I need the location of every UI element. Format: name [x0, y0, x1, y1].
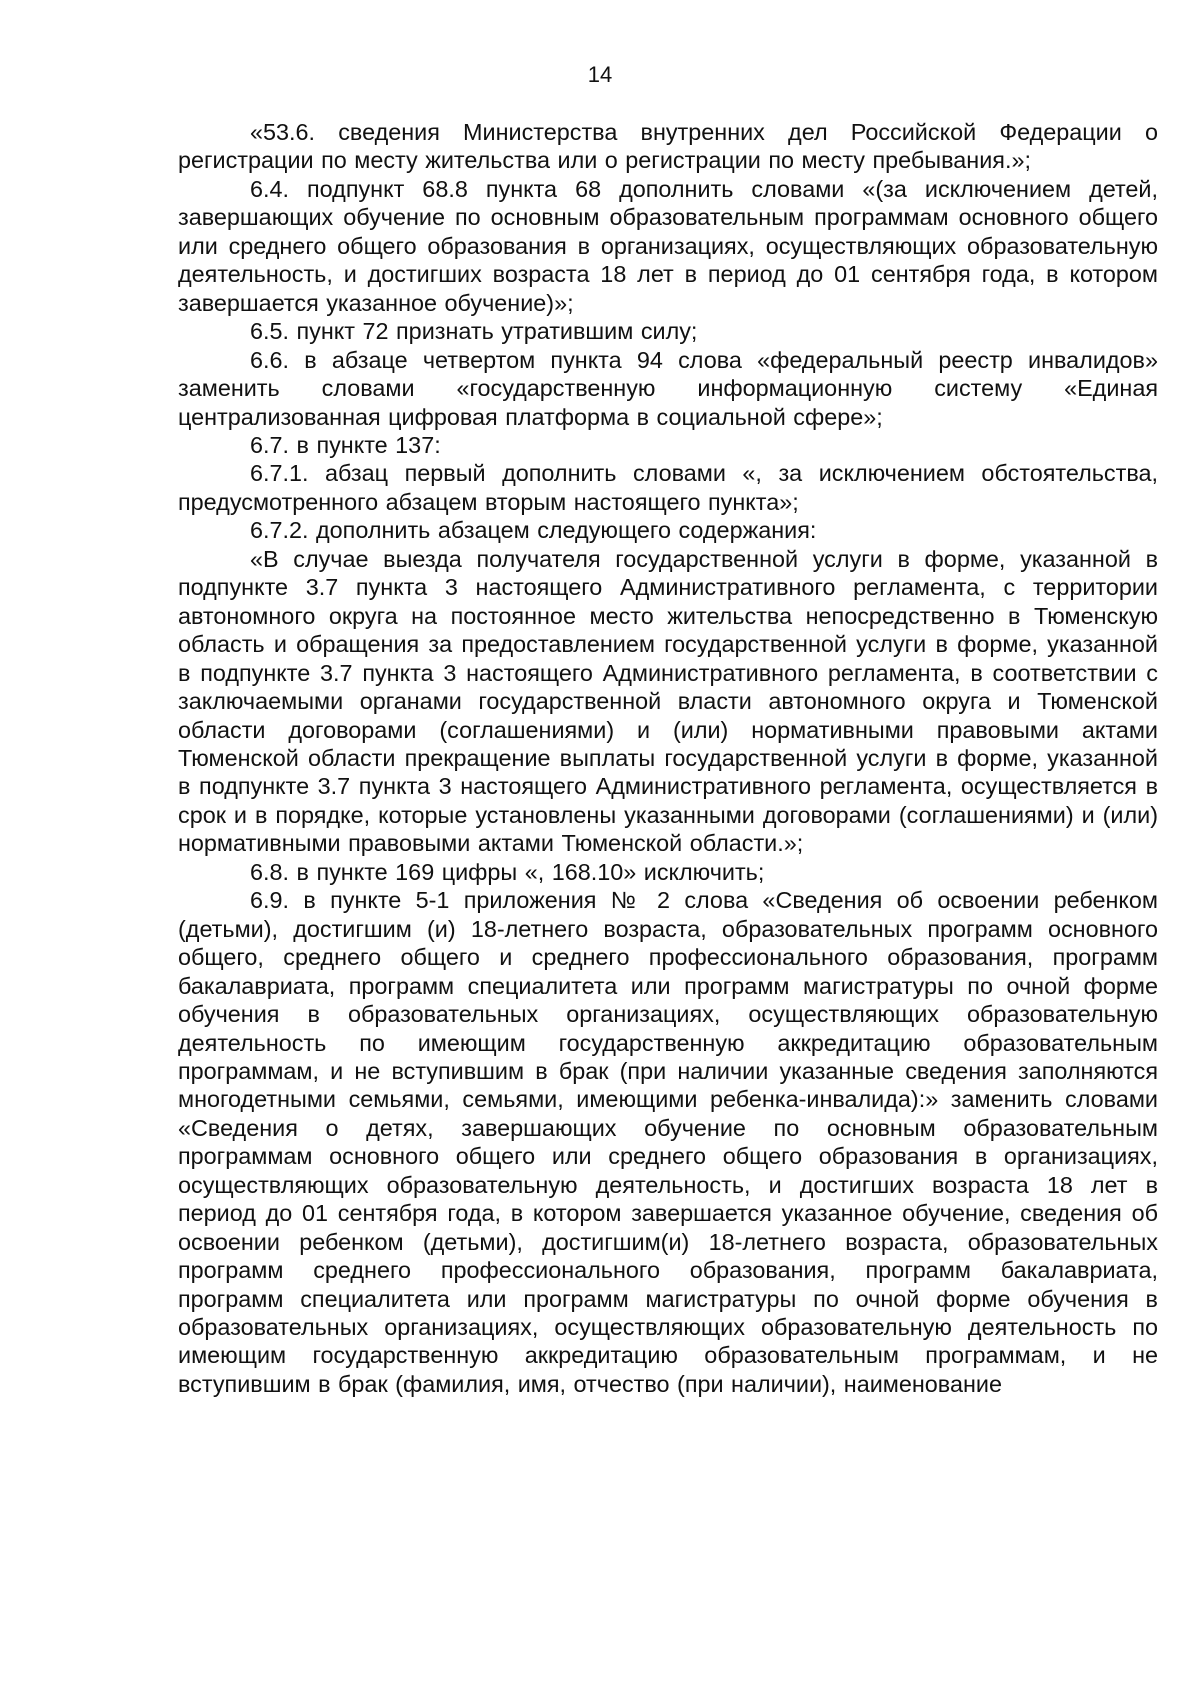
paragraph-53-6: «53.6. сведения Министерства внутренних дел Российской Федерации о регистрации по месту жительства или о регистрации по месту пребывания.»; — [178, 119, 1158, 174]
paragraph-6-8: 6.8. в пункте 169 цифры «, 168.10» исключить; — [250, 858, 765, 885]
page-number: 14 — [587, 62, 613, 87]
paragraph-6-6: 6.6. в абзаце четвертом пункта 94 слова «федеральный реестр инвалидов» заменить словами «государственную информационную систему «Единая централизованная цифровая платформа в социальной сфере»; — [178, 346, 1158, 430]
paragraph-6-5: 6.5. пункт 72 признать утратившим силу; — [250, 318, 698, 345]
document-body — [178, 118, 1158, 1398]
paragraph-6-7: 6.7. в пункте 137: — [250, 431, 441, 458]
paragraph-6-4: 6.4. подпункт 68.8 пункта 68 дополнить словами «(за исключением детей, завершающих обучение по основным образовательным программам основного общего или среднего общего образования в организациях, осуществляющих образовательную деятельность, и достигших возраста 18 лет в период до 01 сентября года, в котором завершается указанное обучение)»; — [178, 175, 1158, 316]
paragraph-new-abzac: «В случае выезда получателя государственной услуги в форме, указанной в подпункте 3.7 пункта 3 настоящего Административного регламента, с территории автономного округа на постоянное место жительства непосредственно в Тюменскую область и обращения за предоставлением государственной услуги в форме, указанной в подпункте 3.7 пункта 3 настоящего Административного регламента, в соответствии с заключаемыми органами государственной власти автономного округа и Тюменской области договорами (соглашениями) и (или) нормативными правовыми актами Тюменской области прекращение выплаты государственной услуги в форме, указанной в подпункте 3.7 пункта 3 настоящего Административного регламента, осуществляется в срок и в порядке, которые установлены указанными договорами (соглашениями) и (или) нормативными правовыми актами Тюменской области.»; — [178, 545, 1158, 857]
paragraph-6-9: 6.9. в пункте 5-1 приложения № 2 слова «Сведения об освоении ребенком (детьми), достигшим (и) 18-летнего возраста, образовательных программ основного общего, среднего общего и среднего профессионального образования, программ бакалавриата, программ специалитета или программ магистратуры по очной форме обучения в образовательных организациях, осуществляющих образовательную деятельность по имеющим государственную аккредитацию образовательным программам, и не вступившим в брак (при наличии указанные сведения заполняются многодетными семьями, семьями, имеющими ребенка-инвалида):» заменить словами «Сведения о детях, завершающих обучение по основным образовательным программам основного общего или среднего общего образования в организациях, осуществляющих образовательную деятельность, и достигших возраста 18 лет в период до 01 сентября года, в котором завершается указанное обучение, сведения об освоении ребенком (детьми), достигшим(и) 18-летнего возраста, образовательных программ среднего профессионального образования, программ бакалавриата, программ специалитета или программ магистратуры по очной форме обучения в образовательных организациях, осуществляющих образовательную деятельность по имеющим государственную аккредитацию образовательным программам, и не вступившим в брак (фамилия, имя, отчество (при наличии), наименование — [178, 887, 1158, 1397]
paragraph-6-7-2: 6.7.2. дополнить абзацем следующего содержания: — [250, 517, 817, 544]
paragraph-6-7-1: 6.7.1. абзац первый дополнить словами «, за исключением обстоятельства, предусмотренного абзацем вторым настоящего пункта»; — [178, 460, 1158, 515]
